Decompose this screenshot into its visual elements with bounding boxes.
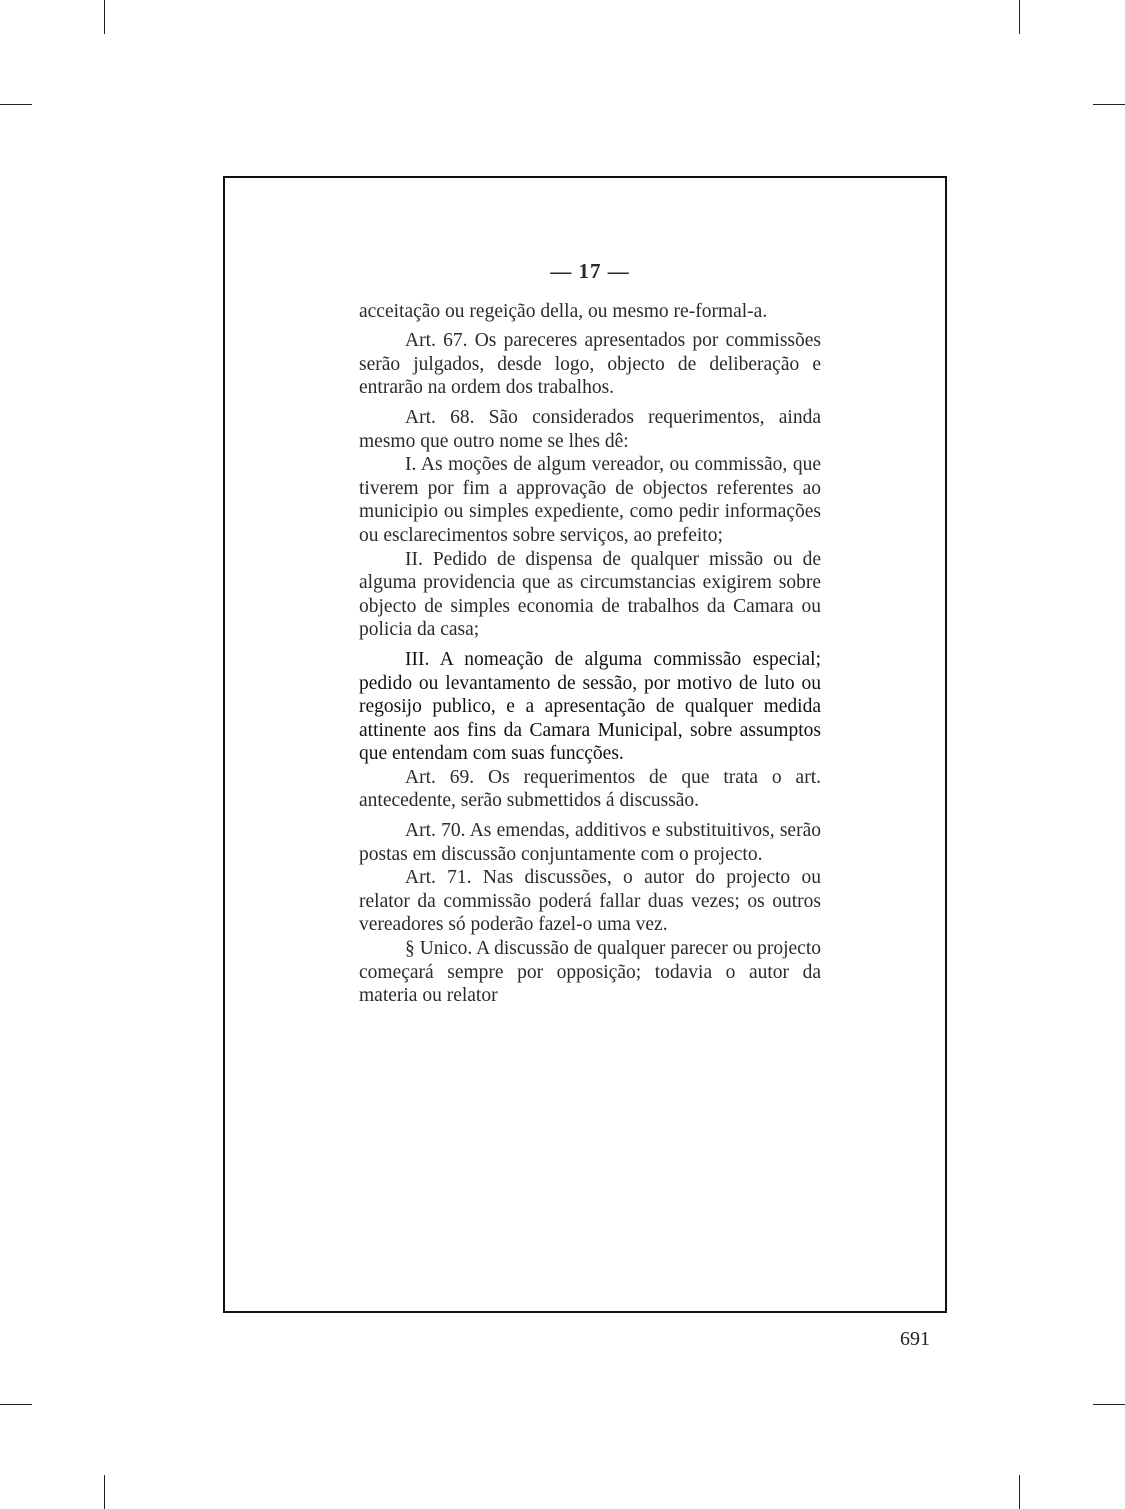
crop-mark: [0, 1404, 32, 1405]
crop-mark: [1093, 1404, 1125, 1405]
article-68-item-1: I. As moções de algum vereador, ou commissão, que tiverem por fim a approvação de objectos referentes ao municipio ou simples expediente, como pedir informações ou esclarecimentos sobre serviços, ao prefeito;: [359, 454, 821, 546]
page-header: — 17 —: [550, 259, 630, 283]
article-68-item-2: II. Pedido de dispensa de qualquer missão ou de alguma providencia que as circumstancias exigirem sobre objecto de simples economia de trabalhos da Camara ou policia da casa;: [359, 548, 821, 641]
crop-mark: [104, 0, 105, 34]
scanned-text-block: [359, 260, 821, 1008]
article-67: Art. 67. Os pareceres apresentados por commissões serão julgados, desde logo, objecto de deliberação e entrarão na ordem dos trabalhos.: [359, 330, 821, 399]
article-69: Art. 69. Os requerimentos de que trata o art. antecedente, serão submettidos á discussão.: [359, 766, 821, 812]
crop-mark: [104, 1475, 105, 1509]
article-71: Art. 71. Nas discussões, o autor do projecto ou relator da commissão poderá fallar duas vezes; os outros vereadores só poderão fazel-o uma vez.: [359, 867, 821, 936]
article-71-unico: § Unico. A discussão de qualquer parecer ou projecto começará sempre por opposição; todavia o autor da materia ou relator: [359, 938, 821, 1007]
page-number: 691: [900, 1328, 930, 1350]
article-70: Art. 70. As emendas, additivos e substituitivos, serão postas em discussão conjuntamente com o projecto.: [359, 820, 821, 865]
crop-mark: [1019, 1475, 1020, 1509]
crop-mark: [1093, 104, 1125, 105]
article-68: Art. 68. São considerados requerimentos, ainda mesmo que outro nome se lhes dê:: [359, 406, 821, 452]
crop-mark: [0, 104, 32, 105]
paragraph-continuation: acceitação ou regeição della, ou mesmo re-formal-a.: [359, 300, 768, 322]
article-68-item-3: III. A nomeação de alguma commissão especial; pedido ou levantamento de sessão, por motivo de luto ou regosijo publico, e a apresentação de qualquer medida attinente aos fins da Camara Municipal, sobre assumptos que entendam com suas funcções.: [359, 648, 821, 765]
scanned-page-frame: [223, 176, 947, 1313]
crop-mark: [1019, 0, 1020, 34]
